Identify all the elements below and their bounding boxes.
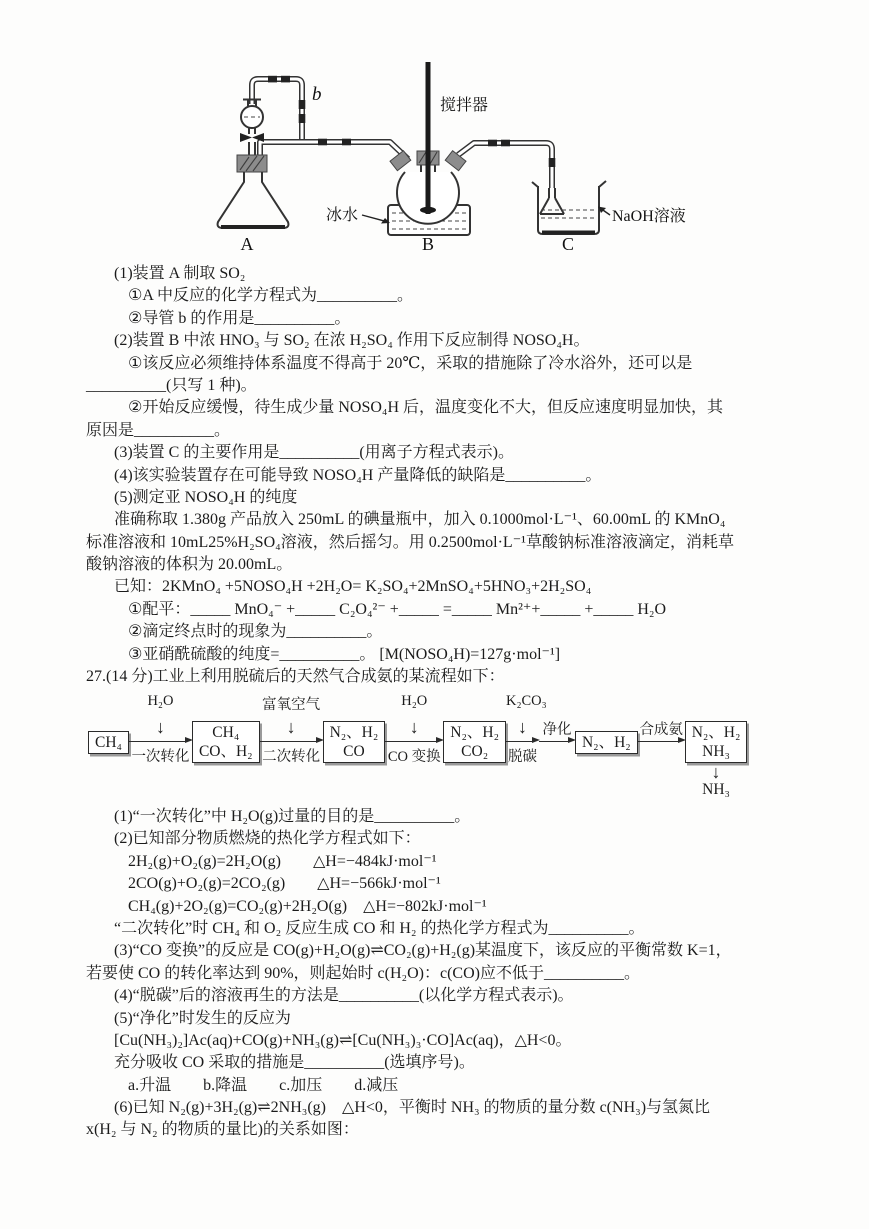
text-line: ①该反应必须维持体系温度不得高于 20℃，采取的措施除了冷水浴外，还可以是 xyxy=(128,354,693,372)
apparatus-diagram xyxy=(190,58,700,258)
question-27-block xyxy=(86,806,861,1142)
text-line: 标准溶液和 10mL25%H₂SO₄溶液，然后摇匀。用 0.2500mol·L⁻¹草酸钠标准溶液滴定，消耗草 xyxy=(86,533,734,551)
flask-a-label: A xyxy=(240,234,254,254)
text-line: (6)已知 N₂(g)+3H₂(g)⇌2NH₃(g) △H<0，平衡时 NH₃ 的物质的量分数 c(NH₃)与氢氮比 xyxy=(114,1099,711,1117)
gas-tubing xyxy=(252,76,555,188)
naoh-solution-label: NaOH溶液 xyxy=(612,208,686,225)
flow-arrow xyxy=(506,741,532,742)
flow-connector xyxy=(129,692,192,792)
text-line: 准确称取 1.380g 产品放入 250mL 的碘量瓶中，加入 0.1000mol·L⁻¹、60.00mL 的 KMnO₄ xyxy=(114,511,726,529)
process-flow-diagram xyxy=(88,692,747,798)
flow-box-line: N₂、H₂ xyxy=(581,733,631,751)
text-line: (1)“一次转化”中 H₂O(g)过量的目的是__________。 xyxy=(114,808,471,825)
stirrer-label: 搅拌器 xyxy=(440,97,489,114)
text-line: 酸钠溶液的体积为 20.00mL。 xyxy=(86,556,293,574)
down-arrow-icon: ↓ xyxy=(155,717,165,737)
three-neck-flask-b xyxy=(390,62,466,224)
down-arrow-icon: ↓ xyxy=(711,762,721,782)
flow-box-n2-h2-co xyxy=(323,721,386,763)
flow-step-label: 合成氨 xyxy=(639,722,683,738)
text-line: (1)装置 A 制取 SO₂ xyxy=(114,265,246,282)
text-line: (5)测定亚 NOSO₄H 的纯度 xyxy=(114,488,298,506)
text-line: ①配平：_____ MnO₄⁻ +_____ C₂O₄²⁻ +_____ =_____ Mn²⁺+_____ +_____ H₂O xyxy=(128,600,667,618)
flow-box-n2-h2-co2 xyxy=(443,721,506,763)
flow-box-line: CO xyxy=(343,743,365,760)
text-line: “二次转化”时 CH₄ 和 O₂ 反应生成 CO 和 H₂ 的热化学方程式为__________。 xyxy=(114,919,645,937)
text-line: 原因是__________。 xyxy=(86,421,231,439)
flask-b-label: B xyxy=(421,234,435,254)
text-line: 2CO(g)+O₂(g)=2CO₂(g) △H=−566kJ·mol⁻¹ xyxy=(128,875,441,893)
flow-input-label: H₂O xyxy=(401,693,428,709)
text-line: 2H₂(g)+O₂(g)=2H₂O(g) △H=−484kJ·mol⁻¹ xyxy=(128,852,437,870)
text-line: (4)“脱碳”后的溶液再生的方法是__________(以化学方程式表示)。 xyxy=(114,987,574,1005)
text-line: (3)装置 C 的主要作用是__________(用离子方程式表示)。 xyxy=(114,444,514,462)
flow-arrow xyxy=(539,741,568,742)
text-line: ②滴定终点时的现象为__________。 xyxy=(128,623,383,641)
down-arrow-icon: ↓ xyxy=(517,717,527,737)
flow-box-n2-h2-nh3 xyxy=(685,721,748,798)
text-line: ②开始反应缓慢，待生成少量 NOSO₄H 后，温度变化不大，但反应速度明显加快，其 xyxy=(128,399,724,417)
text-line: 已知：2KMnO₄ +5NOSO₄H +2H₂O= K₂SO₄+2MnSO₄+5HNO₃+2H₂SO₄ xyxy=(114,578,592,596)
flow-product-label: NH₃ xyxy=(702,781,730,798)
question-27-intro: 27.(14 分)工业上利用脱硫后的天然气合成氨的某流程如下： xyxy=(86,668,505,686)
flow-product xyxy=(702,763,730,799)
ice-water-label: 冰水 xyxy=(326,207,359,224)
text-line: x(H₂ 与 N₂ 的物质的量比)的关系如图： xyxy=(86,1121,359,1139)
flow-box-ch4 xyxy=(88,731,129,754)
beaker-c xyxy=(532,181,606,234)
flow-box-line: N₂、H₂ xyxy=(450,724,499,741)
down-arrow-icon: ↓ xyxy=(409,717,419,737)
text-line: [Cu(NH₃)₂]Ac(aq)+CO(g)+NH₃(g)⇌[Cu(NH₃)₃·CO]Ac(aq)，△H<0。 xyxy=(114,1031,572,1049)
flow-input-label: K₂CO₃ xyxy=(505,693,547,709)
flow-box-line: NH₃ xyxy=(702,743,730,760)
flow-arrow xyxy=(638,741,678,742)
flow-box-line: CH₄ xyxy=(95,733,122,751)
beaker-c-label: C xyxy=(561,234,575,254)
tube-b-label: b xyxy=(312,84,322,105)
flow-step-label: 一次转化 xyxy=(131,749,190,765)
flow-box-line: N₂、H₂ xyxy=(691,724,741,741)
text-line: (2)装置 B 中浓 HNO₃ 与 SO₂ 在浓 H₂SO₄ 作用下反应制得 NOSO₄H。 xyxy=(114,332,590,350)
flow-box-line: CO₂ xyxy=(461,743,489,760)
flask-a xyxy=(218,155,289,228)
flow-box-n2-h2 xyxy=(575,731,638,754)
flow-arrow xyxy=(260,741,316,742)
text-line: (3)“CO 变换”的反应是 CO(g)+H₂O(g)⇌CO₂(g)+H₂(g)某温度下，该反应的平衡常数 K=1， xyxy=(114,942,732,960)
flow-connector xyxy=(260,692,323,792)
flow-input-label: 富氧空气 xyxy=(262,697,321,713)
flow-input-label: H₂O xyxy=(147,693,174,709)
flow-connector xyxy=(505,692,547,792)
flow-step-label: 二次转化 xyxy=(262,749,321,765)
text-line: (4)该实验装置存在可能导致 NOSO₄H 产量降低的缺陷是__________。 xyxy=(114,466,602,484)
text-line: ①A 中反应的化学方程式为__________。 xyxy=(128,287,414,305)
flow-arrow xyxy=(385,741,436,742)
flow-box-line: CO、H₂ xyxy=(198,743,253,760)
flow-connector xyxy=(638,692,685,792)
text-line: CH₄(g)+2O₂(g)=CO₂(g)+2H₂O(g) △H=−802kJ·mol⁻¹ xyxy=(128,897,487,915)
text-line: 若要使 CO 的转化率达到 90%，则起始时 c(H₂O)：c(CO)应不低于__________。 xyxy=(86,964,640,982)
text-line: 充分吸收 CO 采取的措施是__________(选填序号)。 xyxy=(114,1054,475,1072)
flow-connector xyxy=(385,692,443,792)
flow-connector xyxy=(539,692,575,792)
flow-step-label: CO 变换 xyxy=(387,749,441,765)
text-line: (2)已知部分物质燃烧的热化学方程式如下： xyxy=(114,830,421,848)
flow-box-ch4-co-h2 xyxy=(192,721,260,763)
text-line: (5)“净化”时发生的反应为 xyxy=(114,1009,291,1027)
flow-arrow xyxy=(129,741,185,742)
text-line: __________(只写 1 种)。 xyxy=(86,376,257,394)
down-arrow-icon: ↓ xyxy=(286,717,296,737)
text-line: ②导管 b 的作用是__________。 xyxy=(128,309,351,327)
flow-step-label: 脱碳 xyxy=(507,749,537,765)
flow-box-line: CH₄ xyxy=(212,724,240,741)
text-line: a.升温 b.降温 c.加压 d.减压 xyxy=(128,1076,399,1094)
question-26-block xyxy=(86,263,861,688)
text-line: ③亚硝酰硫酸的纯度=__________。 [M(NOSO₄H)=127g·mol⁻¹] xyxy=(128,645,561,663)
flow-step-label: 净化 xyxy=(542,722,572,738)
flow-box-line: N₂、H₂ xyxy=(329,724,379,741)
